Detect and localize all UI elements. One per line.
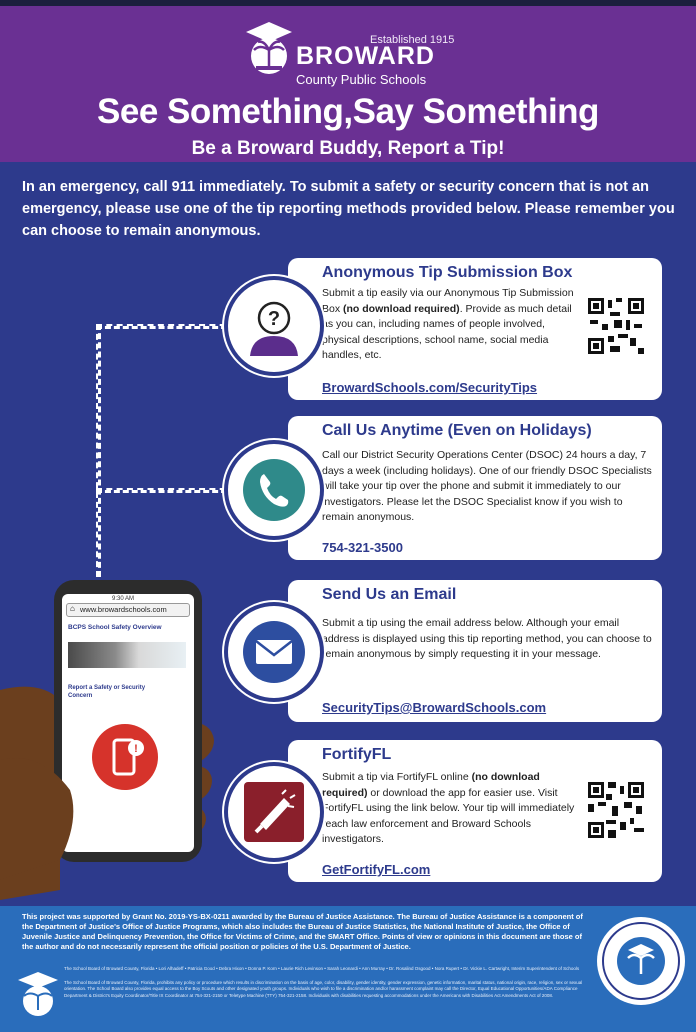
broward-logo-icon (16, 970, 60, 1018)
phone-time: 9:30 AM (112, 596, 135, 602)
phone-url-text: www.browardschools.com (80, 605, 167, 614)
icon-circle (228, 606, 320, 698)
broward-logo-icon (244, 20, 294, 76)
megaphone-icon (242, 780, 306, 844)
fortifyfl-card (288, 740, 662, 882)
connector-line (96, 324, 101, 577)
page-subtitle: Be a Broward Buddy, Report a Tip! (191, 138, 505, 159)
grant-disclaimer: This project was supported by Grant No. 2019-YS-BX-0211 awarded by the Bureau of Justice Assistance. The Bureau of Justice Assistance is a component of the Department of Justice's Office of Justice Programs, which also includes the Bureau of Justice Statistics, the National Institute of Justice, the Office of Juvenile Justice and Delinquency Prevention, the Office for Victims of Crime, and the SMART Office. Points of view or opinions in this document are those of the author and do not necessarily represent the official position or policies of the U.S. Department of Justice. (22, 912, 583, 951)
lock-icon: ⌂ (70, 604, 75, 613)
connector-line (96, 324, 236, 329)
safety-seal-icon (596, 916, 686, 1006)
page-title: See Something,Say Something (97, 92, 599, 131)
card-title: Send Us an Email (322, 586, 457, 603)
svg-text:?: ? (267, 308, 281, 330)
fortifyfl-link[interactable]: GetFortifyFL.com (322, 862, 431, 877)
tip-box-link[interactable]: BrowardSchools.com/SecurityTips (322, 380, 538, 395)
nondiscrimination-notice: The School Board of Broward County, Florida, prohibits any policy or procedure which results in discrimination on the basis of age, color, disability, gender identity, gender expression, genetic information, marital status, national origin, race, religion, sex or sexual orientation. The School Board also provides equal access to the Boy Scouts and other designated youth groups. Individuals who wish to file a discrimination and/or harassment complaint may call the Director, Equal Educational Opportunities/ADA Compliance Department & District's Equity Coordinator/Title IX Coordinator at 754-321-2150 or Teletype Machine (TTY) 754-321-2158. Individuals with disabilities requesting accommodations under the Americans with Disabilities Act Amendments Act of 2008. (64, 980, 583, 998)
phone-icon (242, 458, 306, 522)
email-card (288, 580, 662, 722)
card-body: Submit a tip easily via our Anonymous Tip Submission Box (no download required). Provide as much detail as you can, including names of people involved, physical descriptions, school name, social media handles, etc. (322, 287, 574, 361)
established-label: Established 1915 (370, 34, 455, 46)
connector-line (96, 488, 236, 493)
card-title: Call Us Anytime (Even on Holidays) (322, 422, 592, 439)
mobile-alert-icon (92, 724, 158, 790)
brand-name: BROWARD (296, 42, 435, 70)
email-address-link[interactable]: SecurityTips@BrowardSchools.com (322, 700, 547, 715)
board-members: The School Board of Broward County, Florida • Lori Alhadeff • Patricia Good • Debra Hixon • Donna P. Korn • Laurie Rich Levinson • Sarah Leonardi • Ann Murray • Dr. Rosalind Osgood • Nora Rupert • Dr. Vickie L. Cartwright, Interim Superintendent of Schools (64, 966, 580, 971)
card-title: FortifyFL (322, 746, 392, 763)
envelope-icon (242, 620, 306, 684)
tip-box-card (288, 258, 662, 400)
person-question-icon (242, 294, 306, 358)
dsoc-phone-number[interactable]: 754-321-3500 (322, 540, 403, 555)
phone-report-link: Report a Safety or Security Concern (68, 685, 146, 699)
phone-url-bar (66, 603, 190, 617)
icon-circle (228, 280, 320, 372)
phone-photo (68, 642, 186, 668)
card-body: Call our District Security Operations Center (DSOC) 24 hours a day, 7 days a week (including holidays). One of our friendly DSOC Specialists will take your tip over the phone and submit it immediately to our investigators. Please let the DSOC Specialist know if you wish to remain anonymous. (322, 449, 652, 523)
card-body: Submit a tip via FortifyFL online (no download required) or download the app for easier use. Visit FortifyFL using the link below. Your tip will immediately reach law enforcement and Broward Schools investigators. (322, 771, 575, 845)
card-title: Anonymous Tip Submission Box (322, 264, 573, 281)
icon-circle (228, 444, 320, 536)
card-body: Submit a tip using the email address below. Although your email address is displayed using this tip reporting method, you can choose to remain anonymous by simply requesting it in your message. (322, 617, 652, 660)
qr-code-icon[interactable] (586, 780, 646, 840)
footer (0, 906, 696, 1032)
icon-circle (228, 766, 320, 858)
brand-subtitle: County Public Schools (296, 72, 427, 87)
call-card (288, 416, 662, 560)
phone-heading: BCPS School Safety Overview (68, 624, 162, 631)
qr-code-icon[interactable] (586, 296, 646, 356)
header-banner (0, 6, 696, 162)
svg-text:!: ! (134, 743, 138, 755)
intro-text: In an emergency, call 911 immediately. To submit a safety or security concern that is not an emergency, please use one of the tip reporting methods provided below. Please remember you can choose to remain anonymous. (22, 179, 675, 239)
